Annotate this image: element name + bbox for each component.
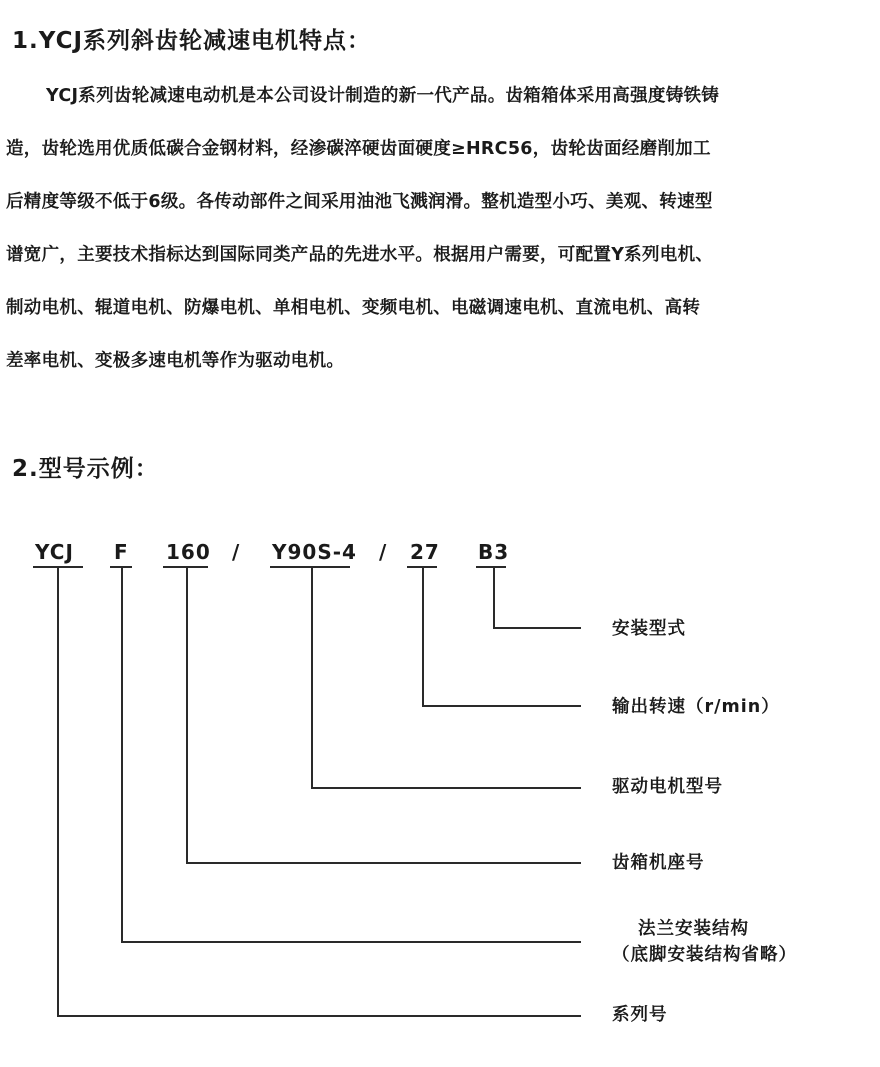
paragraph-line: 差率电机、变极多速电机等作为驱动电机。 [6,351,345,371]
feature-paragraph [6,78,876,396]
section-1-title: 1.YCJ系列斜齿轮减速电机特点： [12,28,372,54]
code-series: YCJ [35,540,74,564]
code-underline [476,566,506,568]
paragraph-line: 谱宽广，主要技术指标达到国际同类产品的先进水平。根据用户需要，可配置Y系列电机、 [6,245,714,265]
code-separator: / [232,540,241,564]
leader-line [311,787,581,789]
code-frame: 160 [166,540,211,564]
leader-line [493,627,581,629]
label-flange-structure: 法兰安装结构 [638,919,749,939]
code-flange: F [114,540,129,564]
label-mount-type: 安装型式 [612,619,686,639]
section-2-title: 2.型号示例： [12,456,159,482]
label-series-number: 系列号 [612,1005,668,1025]
leader-line [121,941,581,943]
paragraph-line: 后精度等级不低于6级。各传动部件之间采用油池飞溅润滑。整机造型小巧、美观、转速型 [6,192,713,212]
leader-line [57,1015,581,1017]
leader-line [186,862,581,864]
leader-line [186,567,188,864]
leader-line [121,567,123,943]
paragraph-line: 制动电机、辊道电机、防爆电机、单相电机、变频电机、电磁调速电机、直流电机、高转 [6,298,701,318]
code-separator: / [379,540,388,564]
code-mount: B3 [478,540,510,564]
label-foot-structure-note: （底脚安装结构省略） [612,945,797,965]
leader-line [493,567,495,629]
leader-line [57,567,59,1017]
leader-line [422,567,424,707]
paragraph-line: 造，齿轮选用优质低碳合金钢材料，经渗碳淬硬齿面硬度≥HRC56，齿轮齿面经磨削加工 [6,139,711,159]
label-motor-model: 驱动电机型号 [612,777,723,797]
label-output-speed: 输出转速（r/min） [612,697,780,717]
paragraph-line: YCJ系列齿轮减速电动机是本公司设计制造的新一代产品。齿箱箱体采用高强度铸铁铸 [46,86,720,106]
code-motor: Y90S-4 [272,540,357,564]
label-frame-number: 齿箱机座号 [612,853,705,873]
leader-line [422,705,581,707]
code-underline [270,566,350,568]
code-speed: 27 [410,540,440,564]
leader-line [311,567,313,789]
